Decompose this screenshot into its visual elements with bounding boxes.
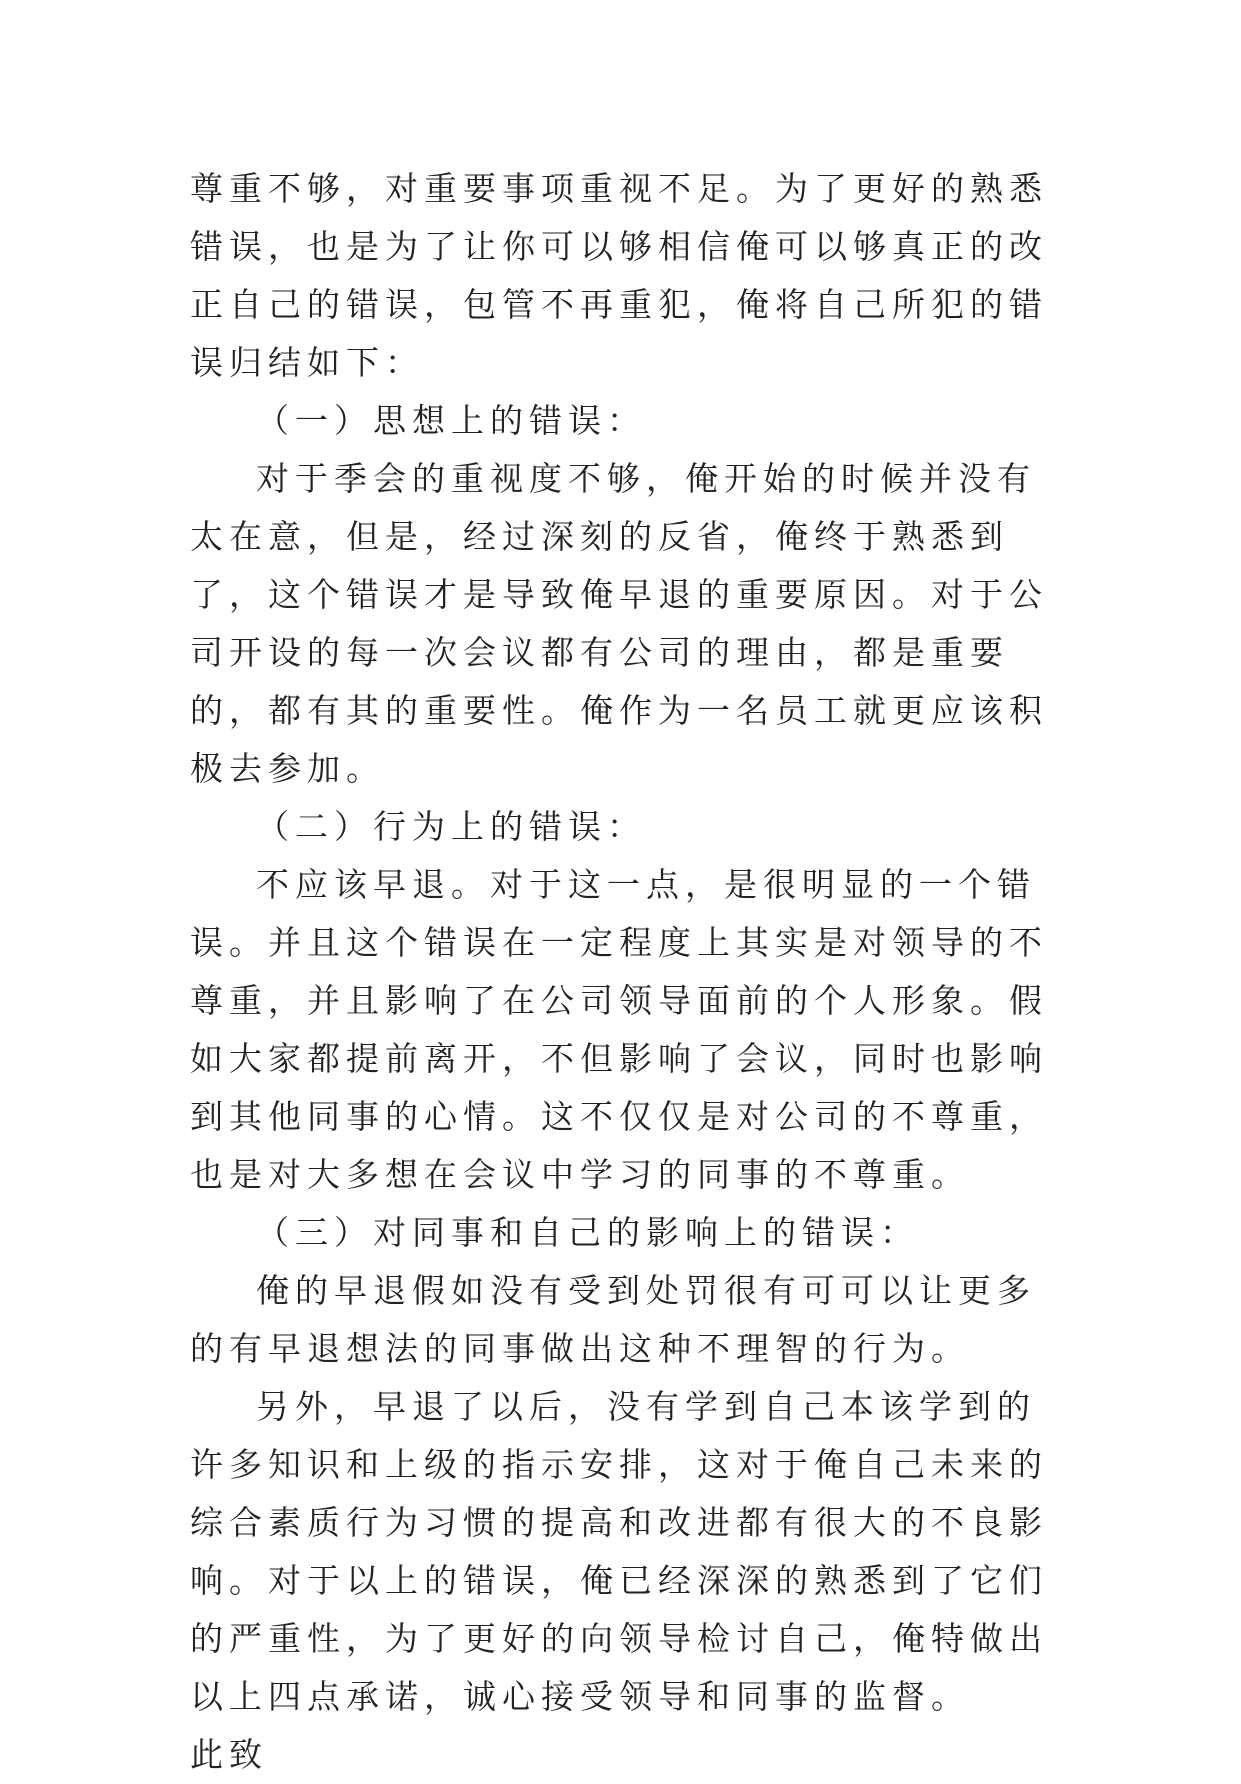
section-heading-1: （一）思想上的错误： <box>256 401 646 440</box>
paragraph-conclusion: 另外，早退了以后，没有学到自己本该学到的许多知识和上级的指示安排，这对于俺自己未来的综合素质行为习惯的提高和改进都有很大的不良影响。对于以上的错误，俺已经深深的熟悉到了它们的严重性，为了更好的向领导检讨自己，俺特做出以上四点承诺，诚心接受领导和同事的监督。 <box>190 1387 1048 1716</box>
paragraph-intro: 尊重不够，对重要事项重视不足。为了更好的熟悉错误，也是为了让你可以够相信俺可以够真正的改正自己的错误，包管不再重犯，俺将自己所犯的错误归结如下： <box>190 169 1048 382</box>
section-heading-2: （二）行为上的错误： <box>256 807 646 846</box>
paragraph-thought-error: 对于季会的重视度不够，俺开始的时候并没有太在意，但是，经过深刻的反省，俺终于熟悉到了，这个错误才是导致俺早退的重要原因。对于公司开设的每一次会议都有公司的理由，都是重要的，都有其的重要性。俺作为一名员工就更应该积极去参加。 <box>190 459 1048 788</box>
paragraph-influence-error: 俺的早退假如没有受到处罚很有可可以让更多的有早退想法的同事做出这种不理智的行为。 <box>190 1271 1036 1368</box>
section-heading-3: （三）对同事和自己的影响上的错误： <box>256 1213 919 1252</box>
paragraph-behavior-error: 不应该早退。对于这一点，是很明显的一个错误。并且这个错误在一定程度上其实是对领导的不尊重，并且影响了在公司领导面前的个人形象。假如大家都提前离开，不但影响了会议，同时也影响到其他同事的心情。这不仅仅是对公司的不尊重，也是对大多想在会议中学习的同事的不尊重。 <box>190 865 1048 1194</box>
document-body <box>190 160 1070 1784</box>
closing-salutation: 此致 <box>190 1735 268 1774</box>
